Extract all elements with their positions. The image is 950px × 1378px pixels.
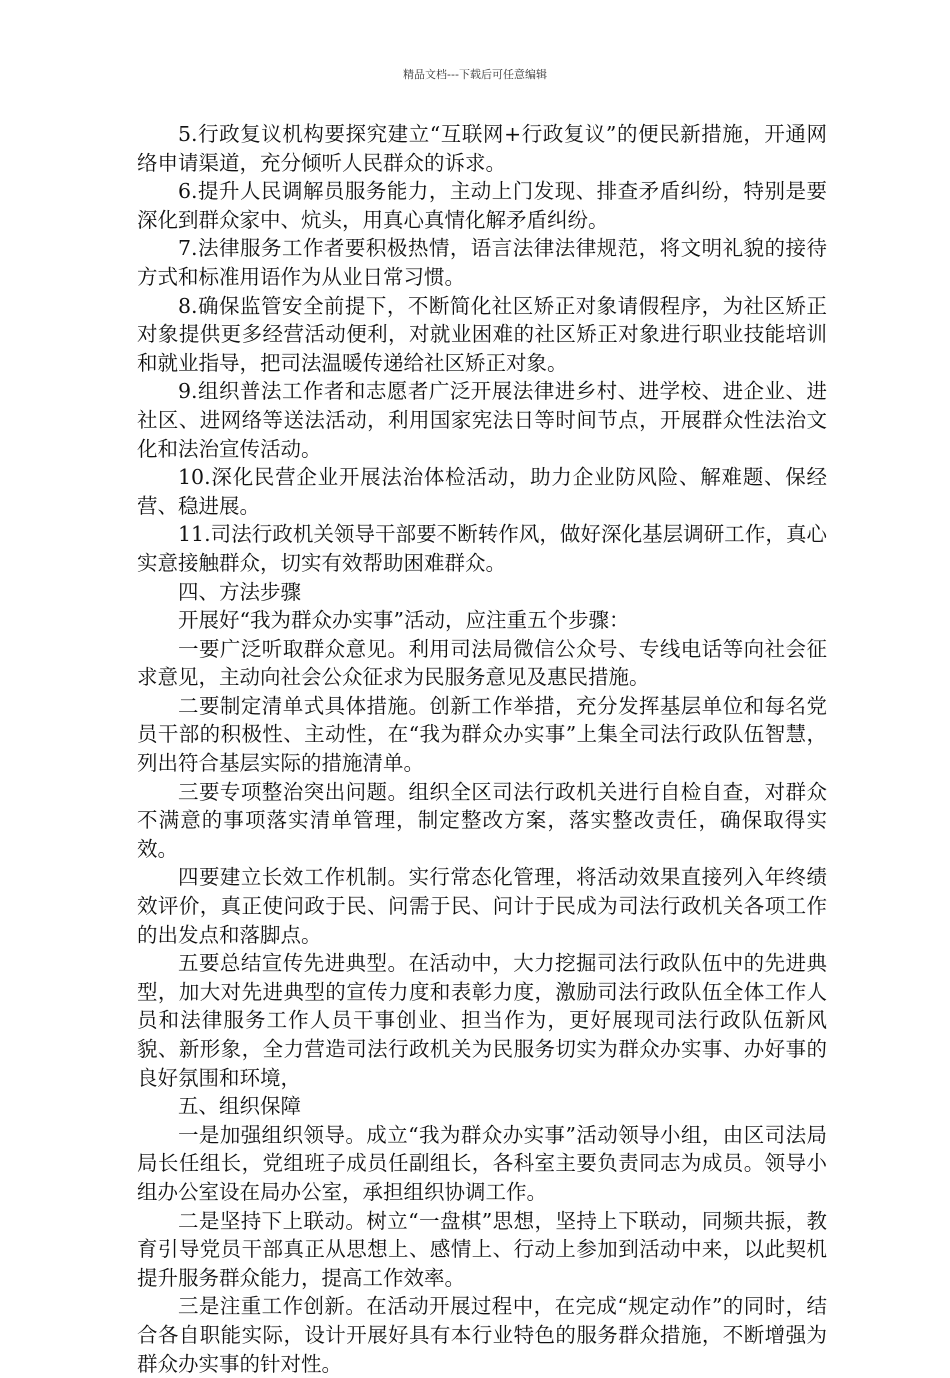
paragraph-item-5: 5.行政复议机构要探究建立“互联网+行政复议”的便民新措施，开通网络申请渠道，充分倾听人民群众的诉求。 xyxy=(137,122,827,175)
paragraph-step-2: 二要制定清单式具体措施。创新工作举措，充分发挥基层单位和每名党员干部的积极性、主动性，在“我为群众办实事”上集全司法行政队伍智慧，列出符合基层实际的措施清单。 xyxy=(137,693,827,776)
paragraph-item-7: 7.法律服务工作者要积极热情，语言法律法律规范，将文明礼貌的接待方式和标准用语作为从业日常习惯。 xyxy=(137,236,827,289)
paragraph-intro-steps: 开展好“我为群众办实事”活动，应注重五个步骤： xyxy=(178,608,630,633)
paragraph-step-1: 一要广泛听取群众意见。利用司法局微信公众号、专线电话等向社会征求意见，主动向社会公众征求为民服务意见及惠民措施。 xyxy=(137,636,827,690)
paragraph-item-11: 11.司法行政机关领导干部要不断转作风，做好深化基层调研工作，真心实意接触群众，切实有效帮助困难群众。 xyxy=(137,522,827,575)
section-heading-methods: 四、方法步骤 xyxy=(178,579,301,604)
paragraph-guarantee-1: 一是加强组织领导。成立“我为群众办实事”活动领导小组，由区司法局局长任组长，党组班子成员任副组长，各科室主要负责同志为成员。领导小组办公室设在局办公室，承担组织协调工作。 xyxy=(137,1122,827,1204)
paragraph-item-10: 10.深化民营企业开展法治体检活动，助力企业防风险、解难题、保经营、稳进展。 xyxy=(137,465,827,518)
paragraph-step-5: 五要总结宣传先进典型。在活动中，大力挖掘司法行政队伍中的先进典型，加大对先进典型的宣传力度和表彰力度，激励司法行政队伍全体工作人员和法律服务工作人员干事创业、担当作为，更好展现司法行政队伍新风貌、新形象，全力营造司法行政机关为民服务切实为群众办实事、办好事的良好氛围和环境， xyxy=(137,951,827,1090)
paragraph-item-9: 9.组织普法工作者和志愿者广泛开展法律进乡村、进学校、进企业、进社区、进网络等送法活动，利用国家宪法日等时间节点，开展群众性法治文化和法治宣传活动。 xyxy=(137,379,827,461)
paragraph-item-6: 6.提升人民调解员服务能力，主动上门发现、排查矛盾纠纷，特别是要深化到群众家中、炕头，用真心真情化解矛盾纠纷。 xyxy=(137,179,827,232)
section-heading-organization: 五、组织保障 xyxy=(178,1094,301,1119)
paragraph-step-3: 三要专项整治突出问题。组织全区司法行政机关进行自检自查，对群众不满意的事项落实清单管理，制定整改方案，落实整改责任，确保取得实效。 xyxy=(137,779,827,861)
paragraph-guarantee-3: 三是注重工作创新。在活动开展过程中，在完成“规定动作”的同时，结合各自职能实际，设计开展好具有本行业特色的服务群众措施，不断增强为群众办实事的针对性。 xyxy=(137,1294,827,1376)
paragraph-item-8: 8.确保监管安全前提下，不断简化社区矫正对象请假程序，为社区矫正对象提供更多经营活动便利，对就业困难的社区矫正对象进行职业技能培训和就业指导，把司法温暖传递给社区矫正对象。 xyxy=(137,293,827,375)
paragraph-step-4: 四要建立长效工作机制。实行常态化管理，将活动效果直接列入年终绩效评价，真正使问政于民、问需于民、问计于民成为司法行政机关各项工作的出发点和落脚点。 xyxy=(137,865,827,947)
document-body xyxy=(137,120,827,1378)
page-header: 精品文档---下载后可任意编辑 xyxy=(403,68,547,81)
paragraph-guarantee-2: 二是坚持下上联动。树立“一盘棋”思想，坚持上下联动，同频共振，教育引导党员干部真正从思想上、感情上、行动上参加到活动中来，以此契机提升服务群众能力，提高工作效率。 xyxy=(137,1208,827,1290)
